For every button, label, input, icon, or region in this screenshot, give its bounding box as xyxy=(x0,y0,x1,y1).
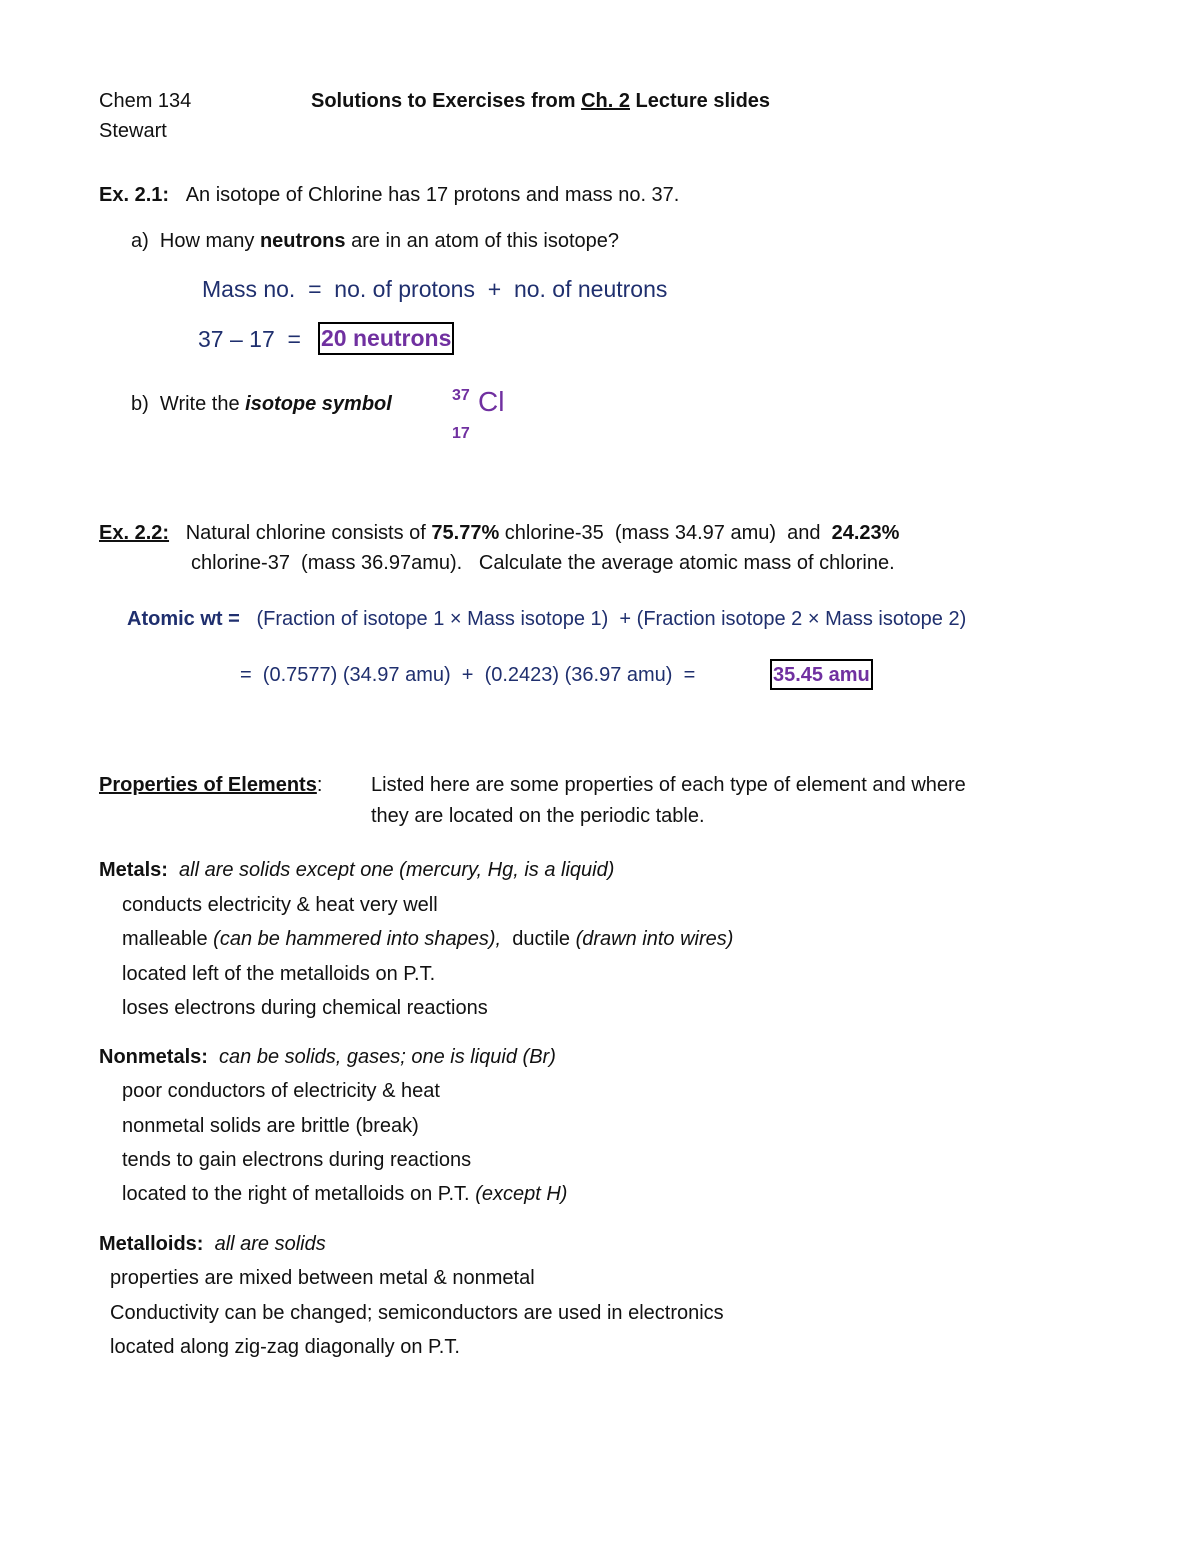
metals-item: conducts electricity & heat very well xyxy=(122,894,438,916)
metals-item2-c: ductile xyxy=(501,928,576,950)
ex1-a-post: are in an atom of this isotope? xyxy=(345,230,620,252)
properties-intro-2: they are located on the periodic table. xyxy=(371,805,705,827)
ex1-equation-1: Mass no. = no. of protons + no. of neutrons xyxy=(202,276,668,302)
metalloids-item: located along zig-zag diagonally on P.T. xyxy=(110,1336,460,1358)
ex2-pct-1: 75.77% xyxy=(431,522,500,544)
metals-heading xyxy=(99,858,614,882)
ex2-formula-label: Atomic wt = xyxy=(127,608,240,630)
ex2-answer-box: 35.45 amu xyxy=(770,659,873,690)
metalloids-label: Metalloids: xyxy=(99,1233,204,1255)
ex2-line-2: chlorine-37 (mass 36.97amu). Calculate the average atomic mass of chlorine. xyxy=(191,552,895,574)
metals-item xyxy=(122,927,733,951)
nonmetals-item: tends to gain electrons during reactions xyxy=(122,1149,472,1171)
ex2-line-1 xyxy=(99,521,899,545)
metals-note: all are solids except one (mercury, Hg, is a liquid) xyxy=(179,859,615,881)
title-chapter: Ch. 2 xyxy=(581,90,630,112)
ex1-a-bold: neutrons xyxy=(259,230,346,252)
metals-label: Metals: xyxy=(99,859,168,881)
metalloids-heading xyxy=(99,1232,326,1256)
ex1-b-prefix: b) xyxy=(131,393,149,415)
ex1-a-prefix: a) xyxy=(131,230,149,252)
metals-item2-b: (can be hammered into shapes), xyxy=(213,928,502,950)
ex2-label: Ex. 2.2: xyxy=(99,522,170,544)
nonmetals-item xyxy=(122,1182,567,1206)
nonmetals-item: nonmetal solids are brittle (break) xyxy=(122,1115,419,1137)
metalloids-note: all are solids xyxy=(214,1233,326,1255)
ex1-a-pre: How many xyxy=(159,230,260,252)
metals-item2-a: malleable xyxy=(122,928,214,950)
ex2-text-a: Natural chlorine consists of xyxy=(185,522,432,544)
title-suffix: Lecture slides xyxy=(629,90,771,112)
ex1-label: Ex. 2.1: xyxy=(99,184,170,206)
ex1-answer-box: 20 neutrons xyxy=(318,322,454,355)
nonmetals-item: poor conductors of electricity & heat xyxy=(122,1080,440,1102)
nonmetals-item4-a: located to the right of metalloids on P.T. xyxy=(122,1183,476,1205)
metals-item: loses electrons during chemical reactions xyxy=(122,997,488,1019)
title-prefix: Solutions to Exercises from xyxy=(311,90,582,112)
properties-intro-1: Listed here are some properties of each type of element and where xyxy=(371,774,966,796)
ex1-text: An isotope of Chlorine has 17 protons and mass no. 37. xyxy=(185,184,680,206)
metalloids-item: Conductivity can be changed; semiconductors are used in electronics xyxy=(110,1302,724,1324)
ex1-equation-2: 37 – 17 = xyxy=(198,326,301,352)
ex2-text-b: chlorine-35 (mass 34.97 amu) and xyxy=(499,522,832,544)
nonmetals-note: can be solids, gases; one is liquid (Br) xyxy=(219,1046,556,1068)
metalloids-item: properties are mixed between metal & nonmetal xyxy=(110,1267,535,1289)
page-title xyxy=(311,89,770,113)
properties-heading-text: Properties of Elements xyxy=(99,774,317,796)
metals-item2-d: (drawn into wires) xyxy=(575,928,734,950)
ex1-question-a xyxy=(131,229,619,253)
instructor-name: Stewart xyxy=(99,120,167,142)
isotope-atomic-number: 17 xyxy=(452,425,470,442)
isotope-element-symbol: Cl xyxy=(478,386,505,417)
ex2-formula-text: (Fraction of isotope 1 × Mass isotope 1) + (Fraction isotope 2 × Mass isotope 2) xyxy=(256,608,967,630)
ex1-statement xyxy=(99,183,679,207)
properties-colon: : xyxy=(316,774,323,796)
nonmetals-heading xyxy=(99,1045,556,1069)
ex2-pct-2: 24.23% xyxy=(831,522,900,544)
ex1-b-bold: isotope symbol xyxy=(245,393,392,415)
metals-item: located left of the metalloids on P.T. xyxy=(122,963,436,985)
ex2-formula xyxy=(127,607,966,631)
ex1-b-pre: Write the xyxy=(159,393,246,415)
isotope-mass-number: 37 xyxy=(452,387,470,404)
course-name: Chem 134 xyxy=(99,90,192,112)
nonmetals-label: Nonmetals: xyxy=(99,1046,208,1068)
properties-heading xyxy=(99,773,322,797)
ex2-calculation: = (0.7577) (34.97 amu) + (0.2423) (36.97 amu) = xyxy=(240,664,696,686)
ex1-question-b xyxy=(131,392,392,416)
nonmetals-item4-b: (except H) xyxy=(475,1183,568,1205)
